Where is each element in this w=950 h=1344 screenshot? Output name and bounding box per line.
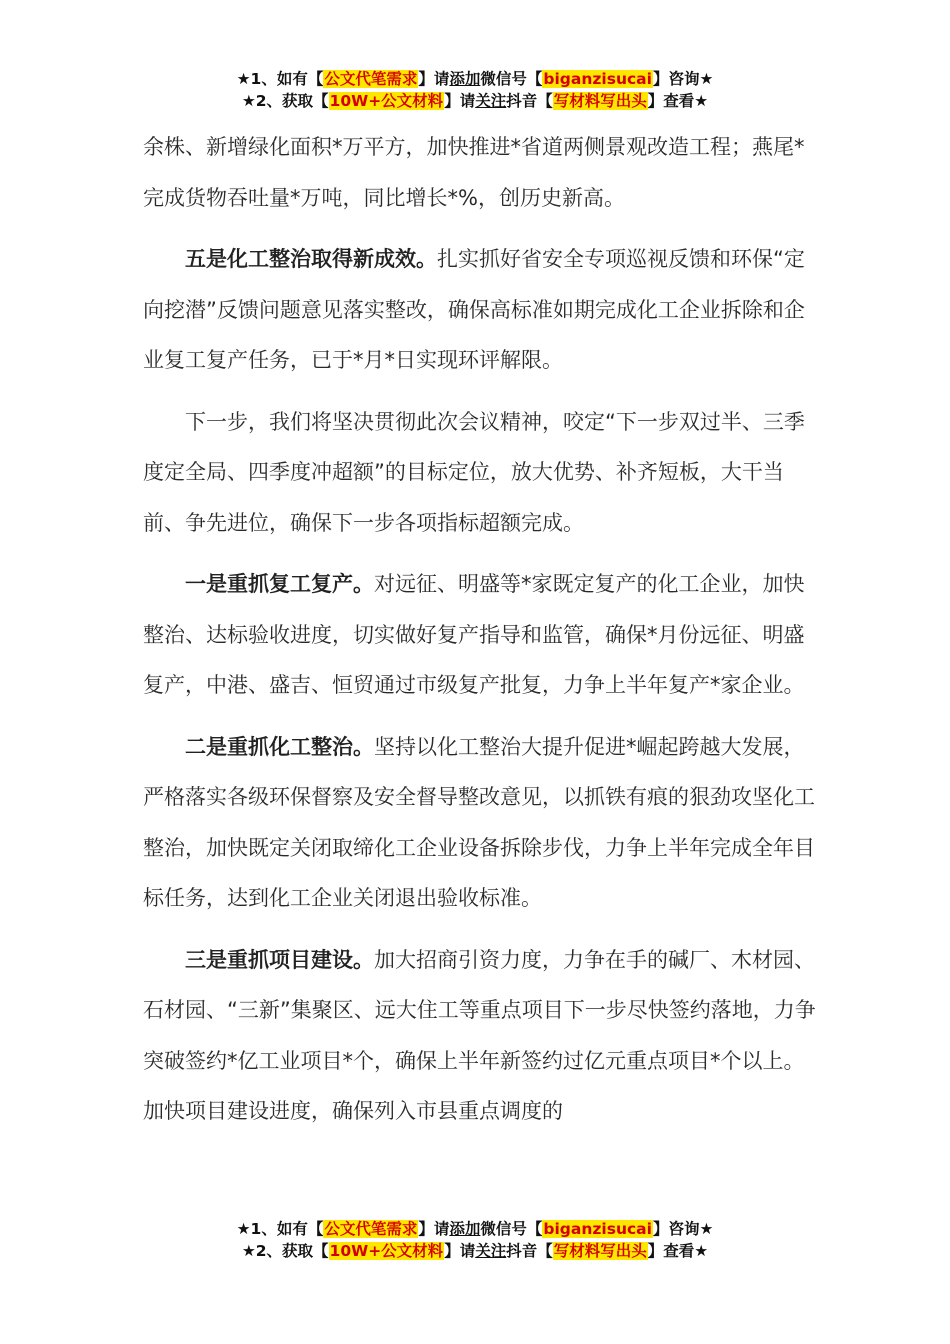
- paragraph: 五是化工整治取得新成效。扎实抓好省安全专项巡视反馈和环保“定向挖潜”反馈问题意见落实整改，确保高标准如期完成化工企业拆除和企业复工复产任务，已于*月*日实现环评解限。: [143, 247, 805, 372]
- paragraph-heading: 三是重抓项目建设。: [185, 947, 374, 972]
- paragraph: 余株、新增绿化面积*万平方，加快推进*省道两侧景观改造工程；燕尾*完成货物吞吐量*万吨，同比增长*%，创历史新高。: [143, 135, 805, 210]
- highlight-materials: 10W+公文材料: [329, 92, 444, 110]
- footer-banner: [0, 1218, 950, 1262]
- paragraph: 三是重抓项目建设。加大招商引资力度，力争在手的碱厂、木材园、石材园、“三新”集聚区、远大住工等重点项目下一步尽快签约落地，力争突破签约*亿工业项目*个，确保上半年新签约过亿元重点项目*个以上。加快项目建设进度，确保列入市县重点调度的: [143, 947, 816, 1123]
- highlight-wechat-id: biganzisucai: [543, 70, 652, 88]
- banner-line-1: ★1、如有【公文代笔需求】请添加微信号【biganzisucai】咨询★: [236, 1220, 714, 1238]
- banner-line-2: ★2、获取【10W+公文材料】请关注抖音【写材料写出头】查看★: [241, 1242, 709, 1260]
- document-body: [143, 122, 823, 1148]
- highlight-douyin-id: 写材料写出头: [553, 1242, 647, 1260]
- highlight-wechat-id: biganzisucai: [543, 1220, 652, 1238]
- paragraph-heading: 二是重抓化工整治。: [185, 734, 374, 759]
- highlight-materials: 10W+公文材料: [329, 1242, 444, 1260]
- highlight-service: 公文代笔需求: [324, 70, 418, 88]
- paragraph: 一是重抓复工复产。对远征、明盛等*家既定复产的化工企业，加快整治、达标验收进度，切实做好复产指导和监管，确保*月份远征、明盛复产，中港、盛吉、恒贸通过市级复产批复，力争上半年复产*家企业。: [143, 572, 805, 697]
- banner-line-1: ★1、如有【公文代笔需求】请添加微信号【biganzisucai】咨询★: [236, 70, 714, 88]
- banner-line-2: ★2、获取【10W+公文材料】请关注抖音【写材料写出头】查看★: [241, 92, 709, 110]
- paragraph-heading: 五是化工整治取得新成效。: [185, 247, 437, 271]
- highlight-douyin-id: 写材料写出头: [553, 92, 647, 110]
- header-banner: [0, 68, 950, 112]
- highlight-service: 公文代笔需求: [324, 1220, 418, 1238]
- paragraph-heading: 一是重抓复工复产。: [185, 572, 374, 596]
- paragraph: 下一步，我们将坚决贯彻此次会议精神，咬定“下一步双过半、三季度定全局、四季度冲超额”的目标定位，放大优势、补齐短板，大干当前、争先进位，确保下一步各项指标超额完成。: [143, 409, 805, 535]
- paragraph: 二是重抓化工整治。坚持以化工整治大提升促进*崛起跨越大发展，严格落实各级环保督察及安全督导整改意见，以抓铁有痕的狠劲攻坚化工整治，加快既定关闭取缔化工企业设备拆除步伐，力争上半年完成全年目标任务，达到化工企业关闭退出验收标准。: [143, 734, 815, 910]
